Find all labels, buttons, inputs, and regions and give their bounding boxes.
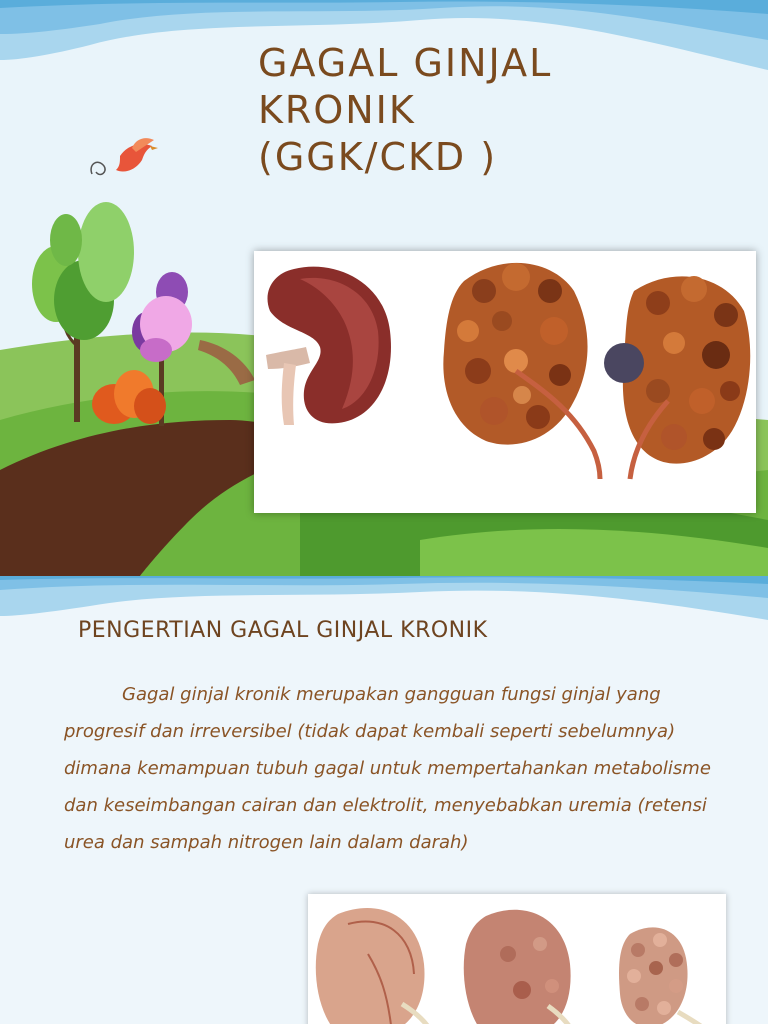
kidney-stages-illustration xyxy=(308,894,726,1024)
slide-title: GAGAL GINJAL KRONIK (GGK/CKD ) xyxy=(258,41,553,179)
kidney-illustration xyxy=(254,251,756,513)
bird-icon xyxy=(84,134,164,194)
kidney-comparison-image xyxy=(254,251,756,513)
kidney-stages-image xyxy=(308,894,726,1024)
definition-paragraph: Gagal ginjal kronik merupakan gangguan fungsi ginjal yang progresif dan irreversibel (tidak dapat kembali seperti sebelumnya) dimana kemampuan tubuh gagal untuk mempertahankan metabolisme dan keseimbangan cairan dan elektrolit, menyebabkan uremia (retensi urea dan sampah nitrogen lain dalam darah) xyxy=(64,684,711,853)
definition-slide xyxy=(0,576,768,1024)
section-heading: PENGERTIAN GAGAL GINJAL KRONIK xyxy=(78,618,488,643)
bush-icon xyxy=(90,366,170,426)
